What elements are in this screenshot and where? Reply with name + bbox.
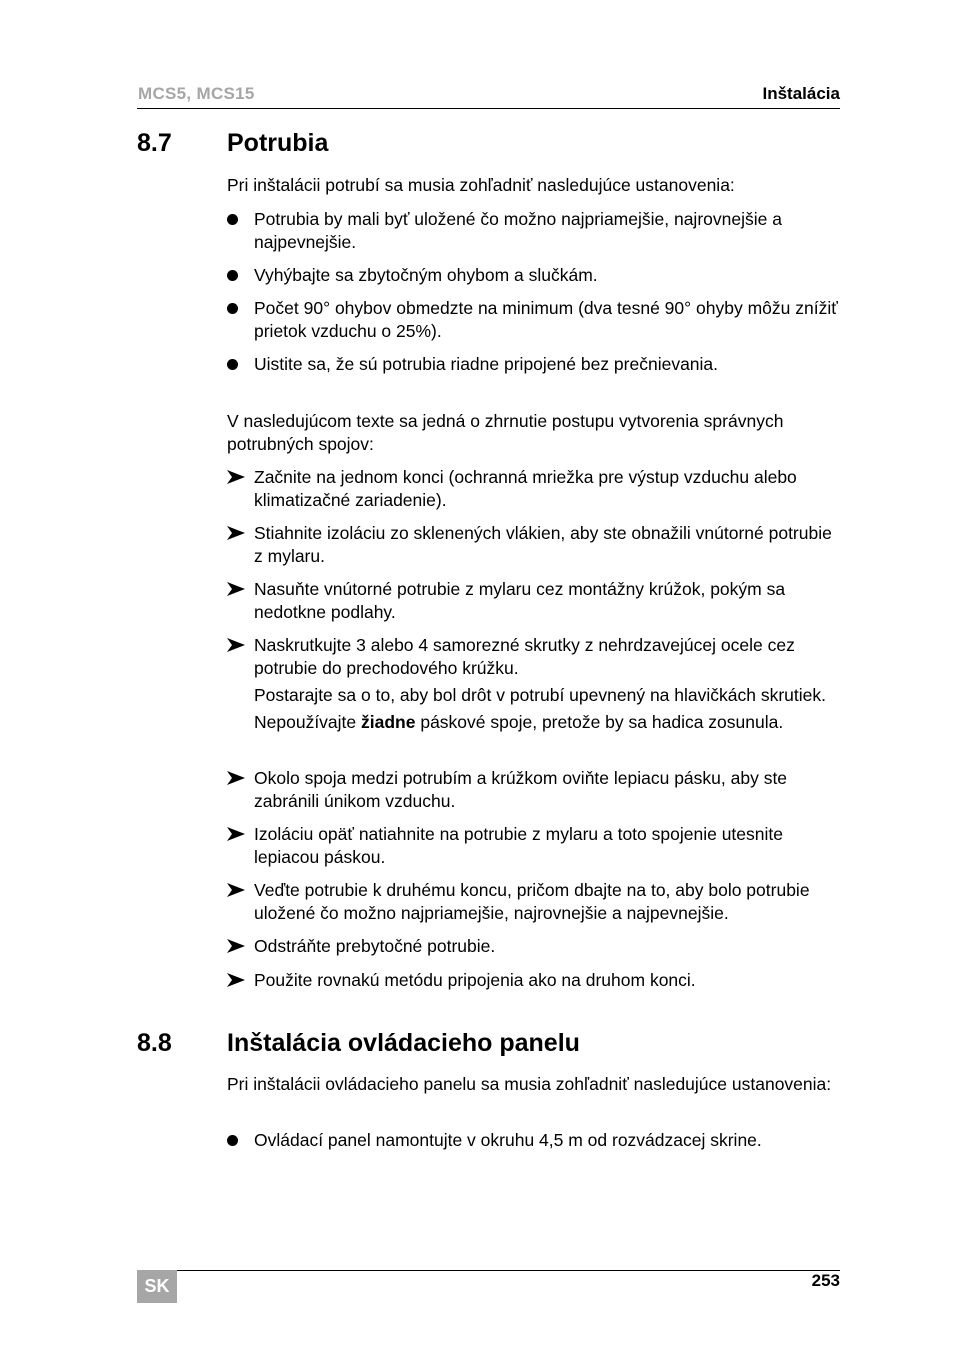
arrow-right-icon [227, 526, 245, 540]
page-number: 253 [811, 1271, 840, 1290]
bullet-text: Vyhýbajte sa zbytočným ohybom a slučkám. [254, 265, 598, 285]
bullet-icon [227, 359, 238, 370]
bullet-icon [227, 1135, 238, 1146]
step-item [227, 466, 840, 512]
step-note [254, 711, 840, 734]
bullet-icon [227, 303, 238, 314]
bullet-text: Počet 90° ohybov obmedzte na minimum (dva tesné 90° ohyby môžu znížiť prietok vzduchu o 25%). [254, 298, 838, 341]
bullet-item [227, 297, 840, 343]
arrow-right-icon [227, 827, 245, 841]
step-text: Izoláciu opäť natiahnite na potrubie z mylaru a toto spojenie utesnite lepiacou páskou. [254, 824, 783, 867]
bullet-item [227, 1129, 840, 1152]
step-text: Odstráňte prebytočné potrubie. [254, 936, 496, 956]
step-text: Veďte potrubie k druhému koncu, pričom dbajte na to, aby bolo potrubie uložené čo možno najpriamejšie, najrovnejšie a najpevnejšie. [254, 880, 810, 923]
step-item [227, 522, 840, 568]
arrow-right-icon [227, 973, 245, 987]
step-note-text: Nepoužívajte [254, 712, 362, 732]
step-item [227, 823, 840, 869]
step-text: Použite rovnakú metódu pripojenia ako na druhom konci. [254, 970, 696, 990]
bullet-item [227, 264, 840, 287]
step-item [227, 767, 840, 813]
bullet-text: Uistite sa, že sú potrubia riadne pripojené bez prečnievania. [254, 354, 719, 374]
section-87-intro: Pri inštalácii potrubí sa musia zohľadniť nasledujúce ustanovenia: [227, 175, 735, 195]
step-text: Stiahnite izoláciu zo sklenených vlákien, aby ste obnažili vnútorné potrubie z mylaru. [254, 523, 832, 566]
arrow-right-icon [227, 883, 245, 897]
header-divider [137, 108, 840, 109]
arrow-right-icon [227, 939, 245, 953]
bullet-icon [227, 270, 238, 281]
step-note: Postarajte sa o to, aby bol drôt v potrubí upevnený na hlavičkách skrutiek. [254, 685, 826, 705]
bullet-text: Potrubia by mali byť uložené čo možno najpriamejšie, najrovnejšie a najpevnejšie. [254, 209, 782, 252]
section-88-intro: Pri inštalácii ovládacieho panelu sa musia zohľadniť nasledujúce ustanovenia: [227, 1074, 832, 1094]
footer-divider [137, 1270, 840, 1271]
header-product: MCS5, MCS15 [138, 84, 255, 103]
section-88-title: Inštalácia ovládacieho panelu [227, 1029, 580, 1057]
arrow-right-icon [227, 771, 245, 785]
step-note-emphasis: žiadne [361, 712, 416, 732]
header-chapter: Inštalácia [762, 84, 840, 103]
step-item [227, 969, 840, 992]
step-item [227, 578, 840, 624]
arrow-right-icon [227, 638, 245, 652]
step-text: Nasuňte vnútorné potrubie z mylaru cez montážny krúžok, pokým sa nedotkne podlahy. [254, 579, 786, 622]
step-note-text: páskové spoje, pretože by sa hadica zosunula. [415, 712, 784, 732]
bullet-icon [227, 214, 238, 225]
arrow-right-icon [227, 470, 245, 484]
step-item [227, 634, 840, 734]
bullet-text: Ovládací panel namontujte v okruhu 4,5 m od rozvádzacej skrine. [254, 1130, 762, 1150]
section-87-title: Potrubia [227, 129, 329, 157]
bullet-item [227, 353, 840, 376]
language-badge: SK [137, 1270, 177, 1303]
steps-intro: V nasledujúcom texte sa jedná o zhrnutie postupu vytvorenia správnych potrubných spojov: [227, 411, 784, 454]
arrow-right-icon [227, 582, 245, 596]
step-text: Okolo spoja medzi potrubím a krúžkom oviňte lepiacu pásku, aby ste zabránili únikom vzduchu. [254, 768, 788, 811]
step-item [227, 879, 840, 925]
step-text: Naskrutkujte 3 alebo 4 samorezné skrutky z nehrdzavejúcej ocele cez potrubie do prechodového krúžku. [254, 635, 795, 678]
bullet-item [227, 208, 840, 254]
section-88-number: 8.8 [137, 1029, 172, 1057]
step-item [227, 935, 840, 958]
step-text: Začnite na jednom konci (ochranná mriežka pre výstup vzduchu alebo klimatizačné zariadenie). [254, 467, 797, 510]
section-87-number: 8.7 [137, 129, 172, 157]
